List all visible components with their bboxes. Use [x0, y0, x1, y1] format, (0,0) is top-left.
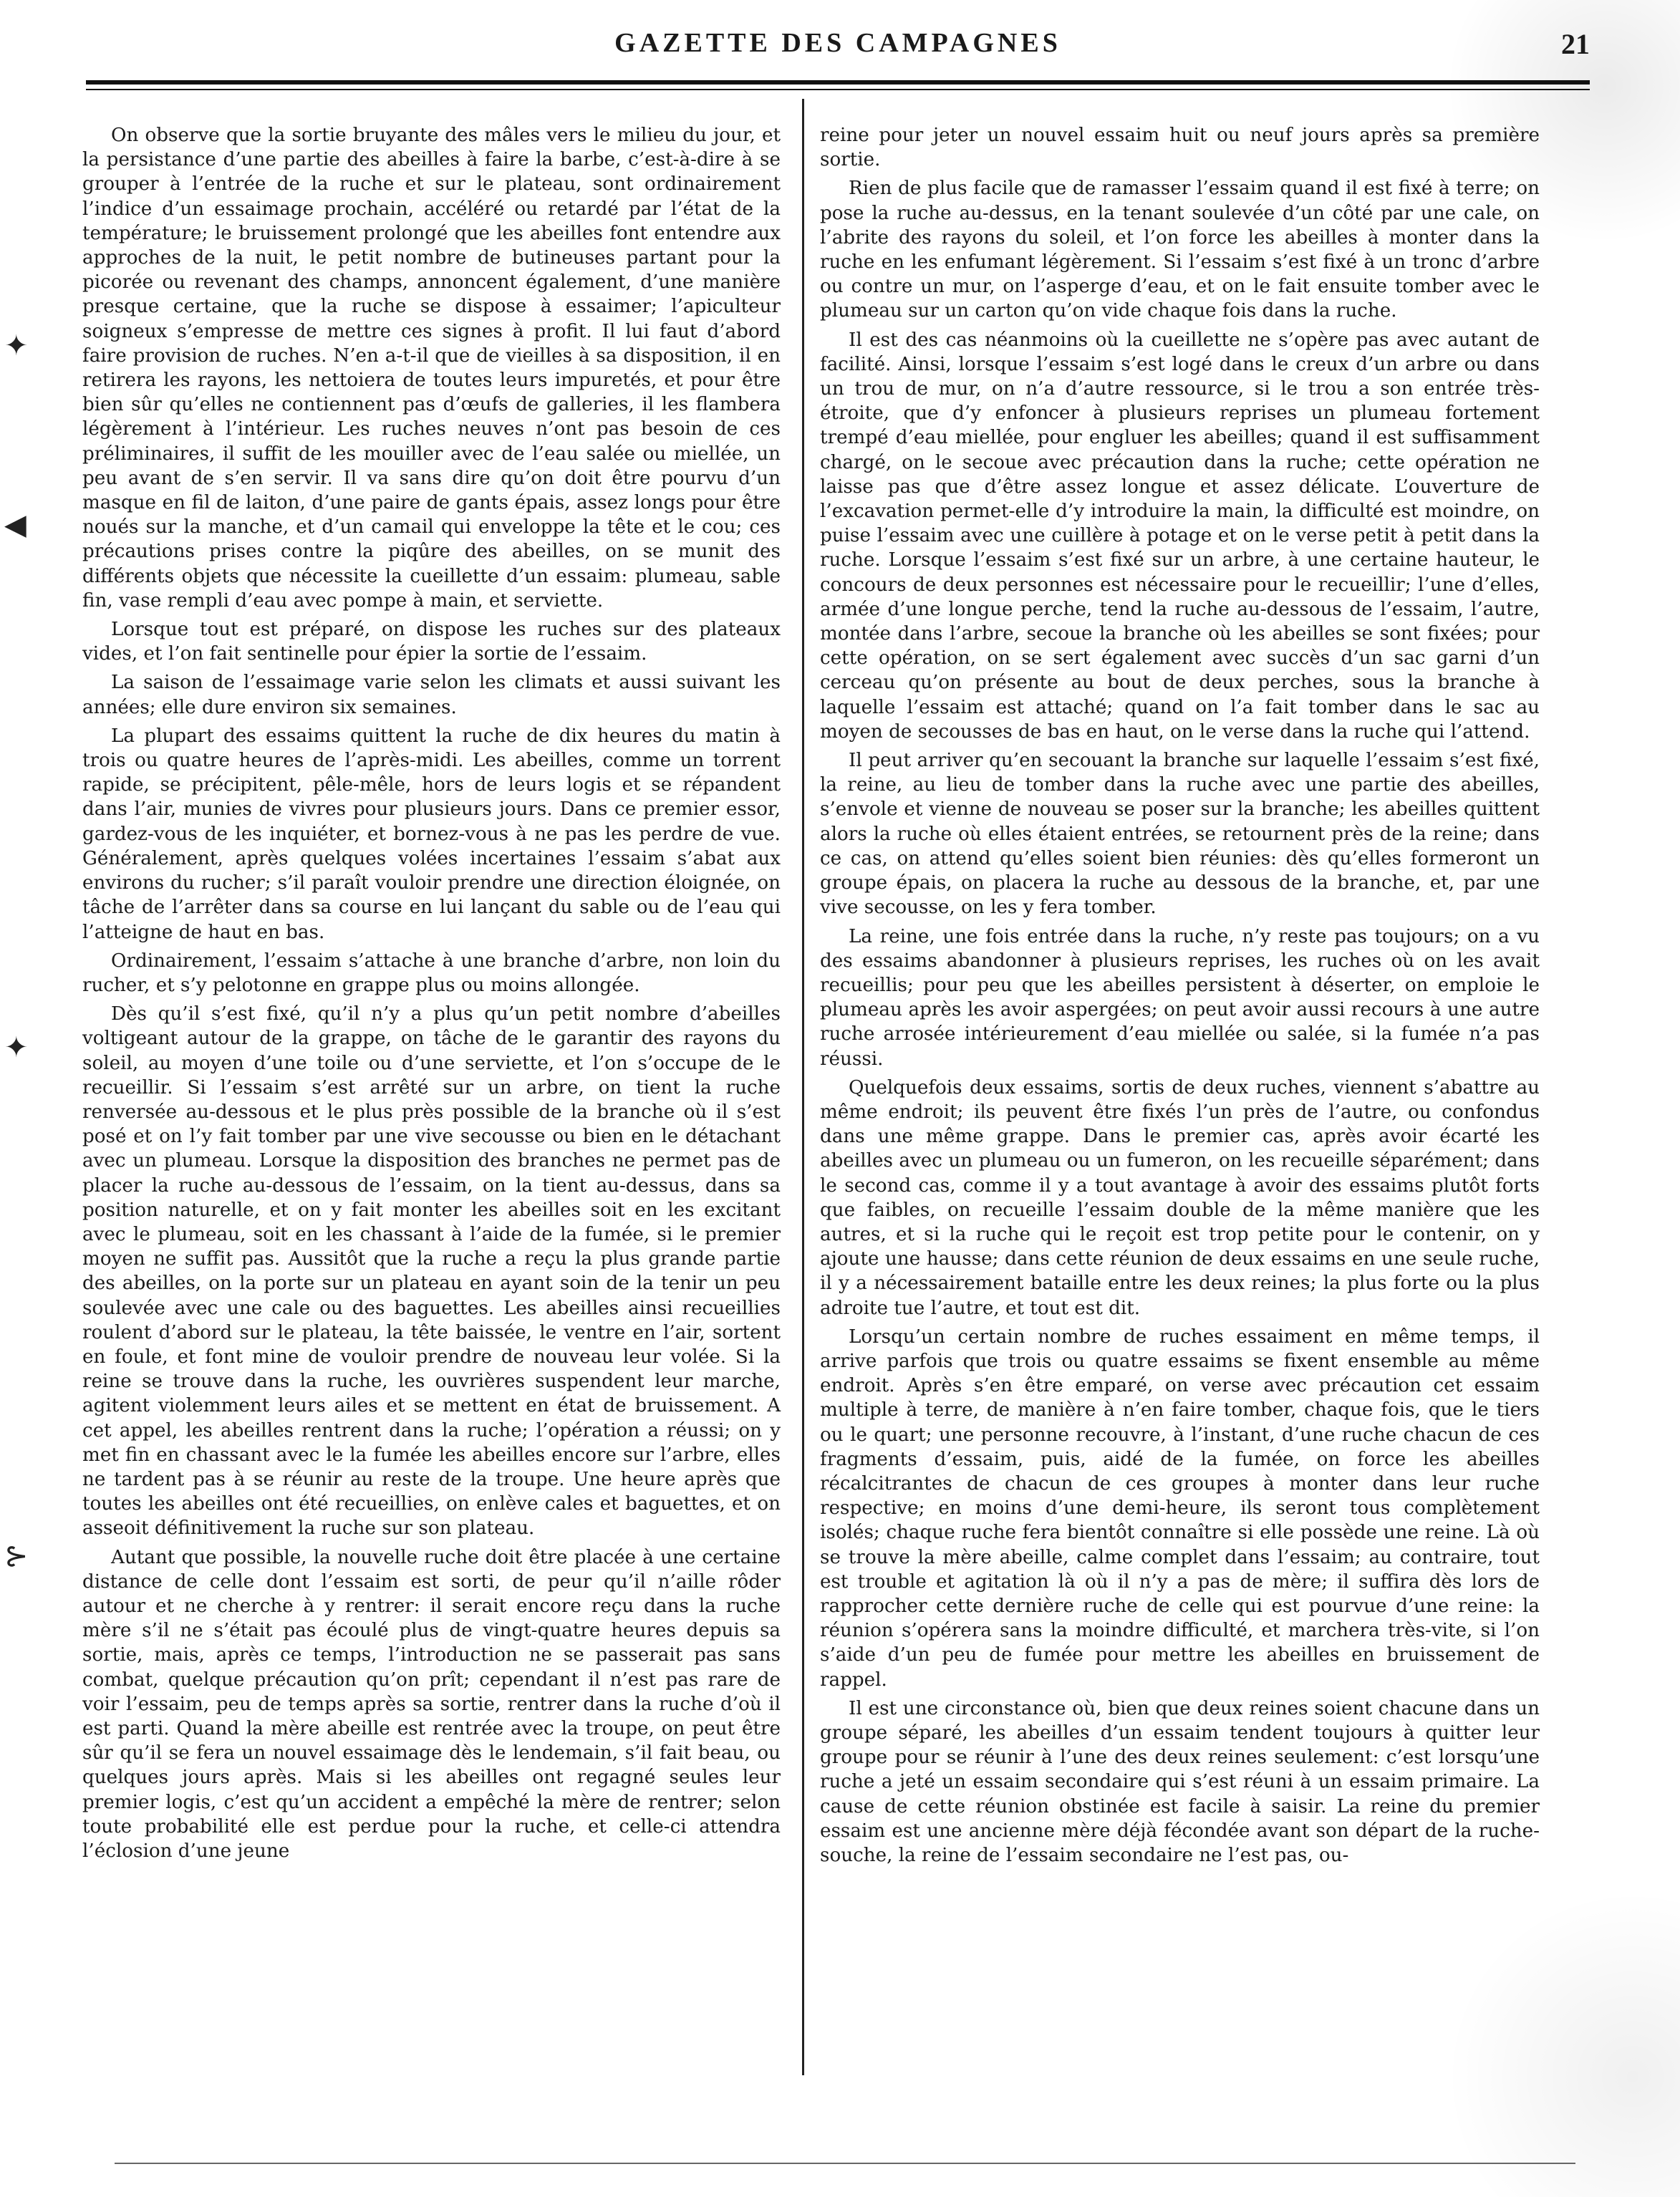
paragraph: reine pour jeter un nouvel essaim huit ou neuf jours après sa première sortie. — [820, 125, 1540, 171]
paragraph: Il est des cas néanmoins où la cueillette ne s’opère pas avec autant de facilité. Ainsi, lorsque l’essaim s’est logé dans le creux d’un arbre ou dans un trou de mur, on n’a d’autre ressource, si le trou a son entrée très-étroite, que d’y enfoncer à plusieurs reprises un plumeau fortement trempé d’eau miellée, pour engluer les abeilles; quand il est suffisamment chargé, on le secoue avec précaution dans la ruche; cette opération ne laisse pas que d’être assez longue et assez délicate. L’ouverture de l’excavation permet-elle d’y introduire la main, la difficulté est moindre, on puise l’essaim avec une cuillère à potage et on le verse petit à petit dans la ruche. Lorsque l’essaim s’est fixé sur un arbre, à une certaine hauteur, le concours de deux personnes est nécessaire pour le recueillir; l’une d’elles, armée d’une longue perche, tend la ruche au-dessous de l’essaim, l’autre, montée dans l’arbre, secoue la branche où les abeilles se sont fixées; pour cette opération, on se sert également avec succès d’un sac garni d’un cerceau qu’on présente au bout de deux perches, sous la branche à laquelle l’essaim est attaché; quand on l’a fait tomber dans le sac au moyen de secousses de bas en haut, on le verse dans la ruche qui l’attend. — [820, 329, 1540, 743]
margin-mark: ✦ — [4, 1031, 29, 1064]
header-rule-thick — [86, 80, 1590, 84]
header-rule-thin — [86, 89, 1590, 90]
paragraph: La plupart des essaims quittent la ruche de dix heures du matin à trois ou quatre heures de l’après-midi. Les abeilles, comme un torrent rapide, se précipitent, pêle-mêle, hors de leurs logis et se répandent dans l’air, munies de vivres pour plusieurs jours. Dans ce premier essor, gardez-vous de les inquiéter, et bornez-vous à ne pas les perdre de vue. Généralement, après quelques volées incertaines l’essaim s’abat aux environs du rucher; s’il paraît vouloir prendre une direction éloignée, on tâche de l’arrêter dans sa course en lui lançant du sable ou de l’eau qui l’atteigne de haut en bas. — [82, 725, 781, 943]
paragraph: Quelquefois deux essaims, sortis de deux ruches, viennent s’abattre au même endroit; ils peuvent être fixés l’un près de l’autre, ou confondus dans une même grappe. Dans le premier cas, après avoir écarté les abeilles avec un plumeau ou un fumeron, on les recueille séparément; dans le second cas, comme il y a tout avantage à avoir des essaims plutôt forts que faibles, on recueille l’essaim double de la même manière que les autres, et si la ruche qui le reçoit est trop petite pour le contenir, on y ajoute une hausse; dans cette réunion de deux essaims en une seule ruche, il y a nécessairement bataille entre les deux reines; la plus forte ou la plus adroite tue l’autre, et tout est dit. — [820, 1076, 1540, 1319]
paragraph: Lorsque tout est préparé, on dispose les ruches sur des plateaux vides, et l’on fait sentinelle pour épier la sortie de l’essaim. — [82, 619, 781, 665]
paragraph: La reine, une fois entrée dans la ruche, n’y reste pas toujours; on a vu des essaims abandonner à plusieurs reprises, les ruches où on les avait recueillis; pour peu que les abeilles persistent à déserter, on emploie le plumeau après les avoir aspergées; on peut avoir aussi recours à une autre ruche arrosée intérieurement d’eau miellée ou salée, si la fumée n’a pas réussi. — [820, 925, 1540, 1070]
paragraph: Il est une circonstance où, bien que deux reines soient chacune dans un groupe séparé, les abeilles d’un essaim tendent toujours à quitter leur groupe pour se réunir à l’une des deux reines seulement: c’est lorsqu’une ruche a jeté un essaim secondaire qui s’est réuni à un essaim primaire. La cause de cette réunion obstinée est facile à saisir. La reine du premier essaim est une ancienne mère déjà fécondée avant son départ de la ruche-souche, la reine de l’essaim secondaire ne l’est pas, ou- — [820, 1697, 1540, 1867]
right-column — [820, 123, 1540, 1872]
paragraph: Il peut arriver qu’en secouant la branche sur laquelle l’essaim s’est fixé, la reine, au lieu de tomber dans la ruche avec une partie des abeilles, s’envole et vienne de nouveau se poser sur la branche; les abeilles quittent alors la ruche où elles étaient entrées, se retournent près de la reine; dans ce cas, on attend qu’elles soient bien réunies: dès qu’elles formeront un groupe épais, on placera la ruche au dessous de la branche, et, par une vive secousse, on les y fera tomber. — [820, 750, 1540, 919]
paragraph: La saison de l’essaimage varie selon les climats et aussi suivant les années; elle dure environ six semaines. — [82, 672, 781, 718]
column-divider — [802, 99, 804, 2075]
paragraph: Autant que possible, la nouvelle ruche doit être placée à une certaine distance de celle dont l’essaim est sorti, de peur qu’il n’aille rôder autour et ne cherche à y rentrer: il serait encore reçu dans la ruche mère s’il ne s’était pas écoulé plus de vingt-quatre heures depuis sa sortie, mais, après ce temps, l’introduction ne se passerait pas sans combat, quelque précaution qu’on prît; cependant il n’est pas rare de voir l’essaim, peu de temps après sa sortie, rentrer dans la ruche d’où il est parti. Quand la mère abeille est rentrée avec la troupe, on peut être sûr qu’il se fera un nouvel essaimage dès le lendemain, s’il fait beau, ou quelques jours après. Mais si les abeilles ont regagné seules leur premier logis, c’est qu’un accident a empêché la mère de rentrer; selon toute probabilité elle est perdue pour la ruche, et celle-ci attendra l’éclosion d’une jeune — [82, 1546, 781, 1863]
paragraph: Dès qu’il s’est fixé, qu’il n’y a plus qu’un petit nombre d’abeilles voltigeant autour de la grappe, on tâche de le garantir des rayons du soleil, au moyen d’une toile ou d’une serviette, et l’on s’occupe de le recueillir. Si l’essaim s’est arrêté sur un arbre, on tient la ruche renversée au-dessous et le plus près possible de la branche où il s’est posé et on l’y fait tomber par une vive secousse ou bien en le détachant avec un plumeau. Lorsque la disposition des branches ne permet pas de placer la ruche au-dessous de l’essaim, on la tient au-dessus, dans sa position naturelle, et on y fait monter les abeilles soit en les excitant avec le plumeau, soit en les chassant à l’aide de la fumée, si le premier moyen ne suffit pas. Aussitôt que la ruche a reçu la plus grande partie des abeilles, on la porte sur un plateau en ayant soin de la tenir un peu soulevée avec une cale ou des baguettes. Les abeilles ainsi recueillies roulent d’abord sur le plateau, la tête baissée, le ventre en l’air, sortent en foule, et font mine de vouloir prendre de nouveau leur volée. Si la reine se trouve dans la ruche, les ouvrières suspendent leur marche, agitent violemment leurs ailes et se mettent en état de bruissement. A cet appel, les abeilles rentrent dans la ruche; l’opération a réussi; on y met fin en chassant avec le la fumée les abeilles encore sur l’arbre, elles ne tardent pas à se réunir au reste de la troupe. Une heure après que toutes les abeilles ont été recueillies, on enlève cales et baguettes, et on asseoit définitivement la ruche sur son plateau. — [82, 1003, 781, 1540]
paragraph: Rien de plus facile que de ramasser l’essaim quand il est fixé à terre; on pose la ruche au-dessus, en la tenant soulevée d’un côté par une cale, on l’abrite des rayons du soleil, et l’on force les abeilles à monter dans la ruche en les enfumant légèrement. Si l’essaim s’est fixé à un tronc d’arbre ou contre un mur, on l’asperge d’eau, et on le fait ensuite tomber avec le plumeau sur un carton qu’on vide chaque fois dans la ruche. — [820, 178, 1540, 322]
margin-mark: ✦ — [4, 329, 29, 362]
paragraph: On observe que la sortie bruyante des mâles vers le milieu du jour, et la persistance d’une partie des abeilles à faire la barbe, c’est-à-dire à se grouper à l’entrée de la ruche et sur le plateau, sont ordinairement l’indice d’un essaimage prochain, accéléré ou retardé par l’état de la température; le bruissement prolongé que les abeilles font entendre aux approches de la nuit, le petit nombre de butineuses partant pour la picorée ou revenant des champs, annoncent également, d’une manière presque certaine, que la ruche se dispose à essaimer; l’apiculteur soigneux s’empresse de mettre ces signes à profit. Il lui faut d’abord faire provision de ruches. N’en a-t-il que de vieilles à sa disposition, il en retirera les rayons, les nettoiera de toutes leurs impuretés, et pour être bien sûr qu’elles ne contiennent pas d’œufs de galleries, il les flambera légèrement à l’intérieur. Les ruches neuves n’ont pas besoin de ces préliminaires, il suffit de les mouiller avec de l’eau salée ou miellée, un peu avant de s’en servir. Il va sans dire qu’on doit être pourvu d’un masque en fil de laiton, d’une paire de gants épais, assez longs pour être noués sur la manche, et d’un camail qui enveloppe la tête et le cou; ces précautions prises contre la piqûre des abeilles, on se munit des différents objets que nécessite la cueillette d’un essaim: plumeau, sable fin, vase rempli d’eau avec pompe à main, et serviette. — [82, 125, 781, 612]
paragraph: Lorsqu’un certain nombre de ruches essaiment en même temps, il arrive parfois que trois ou quatre essaims se fixent ensemble au même endroit. Après s’en être emparé, on verse avec précaution cet essaim multiple à terre, de manière à n’en faire tomber, chaque fois, que le tiers ou le quart; une personne recouvre, à l’instant, d’une ruche chacun de ces fragments d’essaim, puis, aidé de la fumée, on force les abeilles récalcitrantes de chacun de ces groupes à monter dans leur ruche respective; en moins d’une demi-heure, ils seront tous complètement isolés; chaque ruche fera bientôt connaître si elle possède une reine. Là où se trouve la mère abeille, calme complet dans l’essaim; au contraire, tout est trouble et agitation là où il n’y a pas de mère; il suffira dès lors de rapprocher cette dernière ruche de celle qui est pourvue d’une reine: la réunion s’opérera sans la moindre difficulté, et marchera très-vite, si l’on s’aide d’un peu de fumée pour mettre les abeilles en bruissement de rappel. — [820, 1326, 1540, 1691]
margin-mark: ⊱ — [4, 1540, 29, 1573]
masthead — [86, 27, 1590, 63]
margin-mark: ◀ — [4, 508, 26, 541]
page-number: 21 — [1561, 28, 1590, 60]
paragraph: Ordinairement, l’essaim s’attache à une branche d’arbre, non loin du rucher, et s’y pelotonne en grappe plus ou moins allongée. — [82, 950, 781, 996]
left-column — [82, 123, 781, 1868]
page-title: GAZETTE DES CAMPAGNES — [614, 28, 1061, 58]
footer-rule — [115, 2163, 1575, 2164]
